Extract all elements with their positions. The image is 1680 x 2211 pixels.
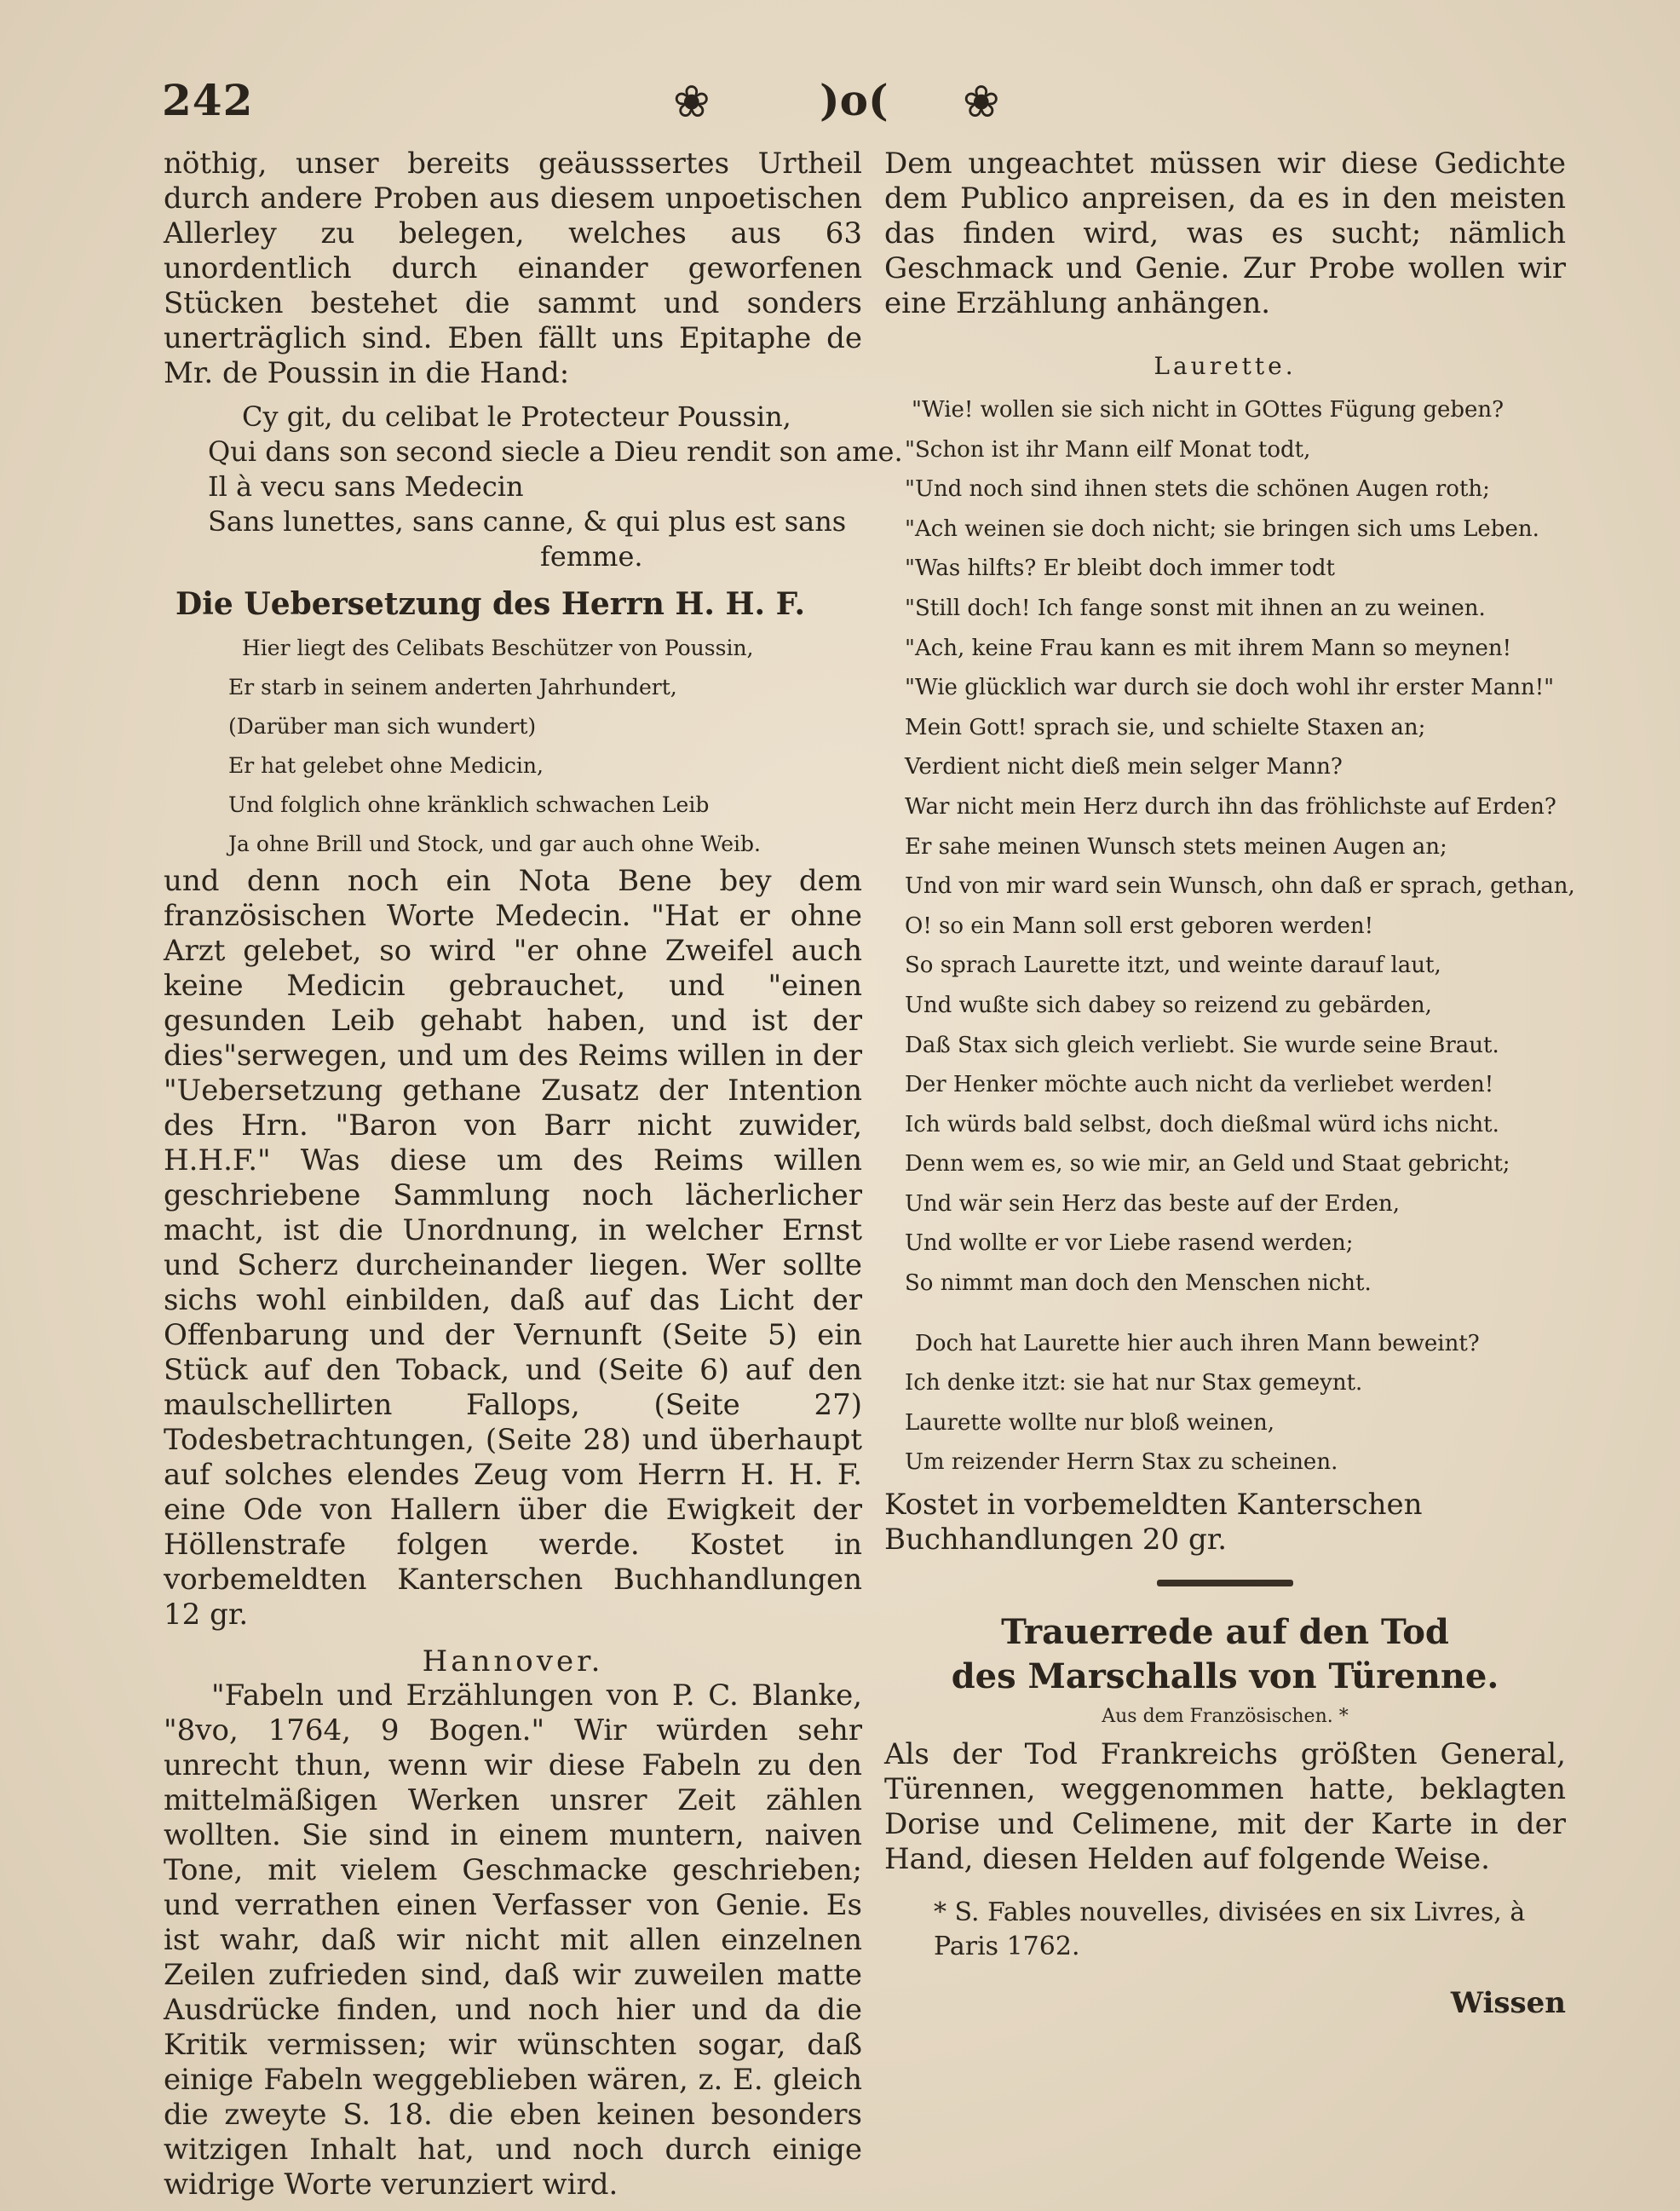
poem-line: "Was hilfts? Er bleibt doch immer todt <box>905 556 1335 582</box>
epitaph-line: femme. <box>540 540 643 573</box>
verse-line: (Darüber man sich wundert) <box>228 714 537 739</box>
poem-line: Ich würds bald selbst, doch dießmal würd ichs nicht. <box>905 1111 1499 1137</box>
poem-line: Daß Stax sich gleich verliebt. Sie wurde seine Braut. <box>905 1032 1499 1058</box>
poem-line: "Ach weinen sie doch nicht; sie bringen sich ums Leben. <box>905 515 1539 542</box>
page-number: 242 <box>162 75 254 125</box>
verse-line: Er starb in seinem anderten Jahrhundert, <box>228 675 677 700</box>
review-paragraph: "Fabeln und Erzählungen von P. C. Blanke, "8vo, 1764, 9 Bogen." Wir würden sehr unrecht thun, wenn wir diese Fabeln zu den mittelmäßigen Werken unsrer Zeit zählen wollten. Sie sind in einem muntern, naiven Tone, mit vielem Geschmacke geschrieben; und verrathen einen Verfasser von Genie. Es ist wahr, daß wir nicht mit allen einzelnen Zeilen zufrieden sind, daß wir zuweilen matte Ausdrücke finden, und noch hier und da die Kritik vermissen; wir wünschten sogar, daß einige Fabeln weggeblieben wären, z. E. gleich die zweyte S. 18. die eben keinen besonders witzigen Inhalt hat, und noch durch einige widrige Worte verunziert wird. <box>164 1678 862 2202</box>
article-title <box>884 1610 1566 1699</box>
poem <box>884 390 1575 1483</box>
article-title-line: Trauerrede auf den Tod <box>1001 1612 1449 1653</box>
poem-line: Verdient nicht dieß mein selger Mann? <box>905 754 1343 780</box>
poem-line: Und wollte er vor Liebe rasend werden; <box>905 1230 1354 1257</box>
poem-line: Mein Gott! sprach sie, und schielte Staxen an; <box>905 714 1426 740</box>
epitaph-line: Qui dans son second siecle a Dieu rendit son ame. <box>208 435 903 468</box>
poem-line: "Schon ist ihr Mann eilf Monat todt, <box>905 436 1311 463</box>
poem-line: "Wie! wollen sie sich nicht in GOttes Fügung geben? <box>912 397 1505 423</box>
poem-line: So nimmt man doch den Menschen nicht. <box>905 1270 1372 1297</box>
poem-ending-line: Doch hat Laurette hier auch ihren Mann beweint? <box>915 1330 1480 1356</box>
poem-line: O! so ein Mann soll erst geboren werden! <box>905 913 1374 939</box>
page-header <box>162 75 1559 143</box>
poem-ending-line: Ich denke itzt: sie hat nur Stax gemeynt. <box>905 1370 1363 1396</box>
poem-line: Er sahe meinen Wunsch stets meinen Augen an; <box>905 833 1447 860</box>
epitaph-line: Cy git, du celibat le Protecteur Poussin, <box>242 400 791 433</box>
poem-line: Denn wem es, so wie mir, an Geld und Staat gebricht; <box>905 1151 1510 1177</box>
epitaph-line: Il à vecu sans Medecin <box>208 470 524 503</box>
place-heading: Hannover. <box>422 1644 604 1678</box>
poem-line: "Wie glücklich war durch sie doch wohl ihr erster Mann!" <box>905 675 1555 701</box>
price-note: Kostet in vorbemeldten Kanterschen Buchhandlungen 20 gr. <box>884 1488 1423 1557</box>
shell-ornament-icon: ❀ <box>673 77 711 128</box>
verse-line: Hier liegt des Celibats Beschützer von Poussin, <box>242 636 754 660</box>
footnote: * S. Fables nouvelles, divisées en six Livres, à Paris 1762. <box>934 1897 1526 1962</box>
poem-line: Und von mir ward sein Wunsch, ohn daß er sprach, gethan, <box>905 873 1575 900</box>
poem-line: "Und noch sind ihnen stets die schönen Augen roth; <box>905 476 1490 503</box>
left-column <box>164 147 903 2202</box>
right-intro-paragraph: Dem ungeachtet müssen wir diese Gedichte dem Publico anpreisen, da es in den meisten das finden wird, was es sucht; nämlich Geschmack und Genie. Zur Probe wollen wir eine Erzählung anhängen. <box>884 147 1566 320</box>
poem-line: "Ach, keine Frau kann es mit ihrem Mann so meynen! <box>905 635 1512 661</box>
section-divider <box>1157 1580 1293 1586</box>
article-subtitle: Aus dem Französischen. * <box>1102 1706 1349 1728</box>
poem-line: War nicht mein Herz durch ihn das fröhlichste auf Erden? <box>905 793 1556 820</box>
poem-line: "Still doch! Ich fange sonst mit ihnen an zu weinen. <box>905 595 1486 621</box>
translation-heading: Die Uebersetzung des Herrn H. H. F. <box>175 586 806 622</box>
poem-line: Und wußte sich dabey so reizend zu gebärden, <box>905 992 1432 1018</box>
article-title-line: des Marschalls von Türenne. <box>951 1656 1499 1697</box>
catchword: Wissen <box>1450 1986 1566 2021</box>
right-column <box>884 147 1575 2021</box>
poem-line: So sprach Laurette itzt, und weinte darauf laut, <box>905 953 1441 979</box>
verse-line: Und folglich ohne kränklich schwachen Leib <box>228 792 710 817</box>
translation-verse <box>164 629 862 864</box>
intro-paragraph: nöthig, unser bereits geäusssertes Urtheil durch andere Proben aus diesem unpoetischen Allerley zu belegen, welches aus 63 unordentlich durch einander geworfenen Stücken bestehet die sammt und sonders unerträglich sind. Eben fällt uns Epitaphe de Mr. de Poussin in die Hand: <box>164 147 862 390</box>
poem-line: Und wär sein Herz das beste auf der Erden, <box>905 1190 1401 1217</box>
shell-ornament-icon: ❀ <box>963 77 1000 128</box>
verse-line: Er hat gelebet ohne Medicin, <box>228 753 544 778</box>
epitaph-line: Sans lunettes, sans canne, & qui plus est sans <box>208 505 847 538</box>
poem-ending-line: Laurette wollte nur bloß weinen, <box>905 1409 1275 1436</box>
article-paragraph: Als der Tod Frankreichs größten General, Türennen, weggenommen hatte, beklagten Dorise und Celimene, mit der Karte in der Hand, diesen Helden auf folgende Weise. <box>884 1737 1566 1877</box>
poem-line: Der Henker möchte auch nicht da verliebet werden! <box>905 1072 1494 1098</box>
french-epitaph <box>164 400 903 574</box>
poem-stanza-gap <box>884 1304 1566 1324</box>
critique-paragraph: und denn noch ein Nota Bene bey dem französischen Worte Medecin. "Hat er ohne Arzt gelebet, so wird "er ohne Zweifel auch keine Medicin gebrauchet, und "einen gesunden Leib gehabt haben, und ist der dies"serwegen, und um des Reims willen in der "Uebersetzung gethane Zusatz der Intention des Hrn. "Baron von Barr nicht zuwider, H.H.F." Was diese um des Reims willen geschriebene Sammlung noch lächerlicher macht, ist die Unordnung, in welcher Ernst und Scherz durcheinander liegen. Wer sollte sichs wohl einbilden, daß auf das Licht der Offenbarung und der Vernunft (Seite 5) ein Stück auf den Toback, und (Seite 6) auf den maulschellirten Fallops, (Seite 27) Todesbetrachtungen, (Seite 28) und überhaupt auf solches elendes Zeug vom Herrn H. H. F. eine Ode von Hallern über die Ewigkeit der Höllenstrafe folgen werde. Kostet in vorbemeldten Kanterschen Buchhandlungen 12 gr. <box>164 864 862 1632</box>
poem-title: Laurette. <box>1154 352 1297 380</box>
verse-line: Ja ohne Brill und Stock, und gar auch ohne Weib. <box>228 832 761 856</box>
center-ornament: )o( <box>820 75 889 125</box>
poem-ending-line: Um reizender Herrn Stax zu scheinen. <box>905 1449 1338 1476</box>
